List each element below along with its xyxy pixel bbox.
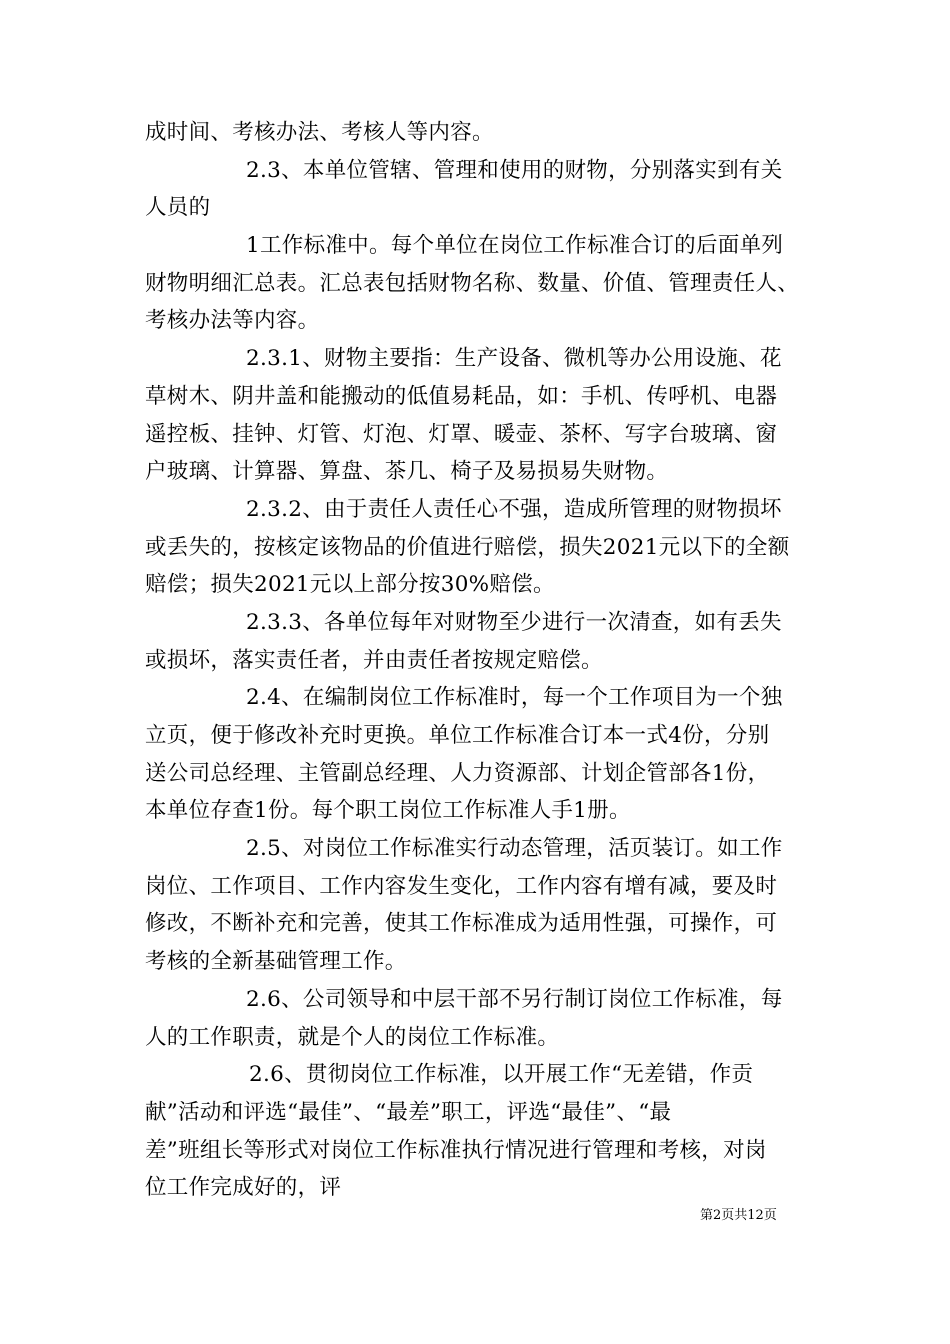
text-line: 修改，不断补充和完善，使其工作标准成为适用性强，可操作，可 bbox=[145, 911, 778, 937]
text-line: 差”班组长等形式对岗位工作标准执行情况进行管理和考核，对岗 bbox=[145, 1137, 767, 1163]
text-line: 岗位、工作项目、工作内容发生变化，工作内容有增有减，要及时 bbox=[145, 873, 778, 899]
text-line: 或损坏，落实责任者，并由责任者按规定赔偿。 bbox=[145, 647, 603, 673]
text-line: 或丢失的，按核定该物品的价值进行赔偿，损失2021元以下的全额 bbox=[145, 534, 790, 560]
text-line: 赔偿；损失2021元以上部分按30%赔偿。 bbox=[145, 572, 555, 598]
text-line: 遥控板、挂钟、灯管、灯泡、灯罩、暖壶、茶杯、写字台玻璃、窗 bbox=[145, 421, 778, 447]
text-line: 献”活动和评选“最佳”、“最差”职工，评选“最佳”、“最 bbox=[145, 1099, 672, 1125]
text-line: 2.5、对岗位工作标准实行动态管理，活页装订。如工作 bbox=[246, 836, 783, 862]
text-line: 2.6、公司领导和中层干部不另行制订岗位工作标准，每 bbox=[246, 986, 783, 1012]
text-line: 2.3、本单位管辖、管理和使用的财物，分别落实到有关 bbox=[246, 157, 783, 183]
text-line: 考核办法等内容。 bbox=[145, 308, 320, 334]
text-line: 人的工作职责，就是个人的岗位工作标准。 bbox=[145, 1024, 560, 1050]
text-line: 草树木、阴井盖和能搬动的低值易耗品，如：手机、传呼机、电器 bbox=[145, 383, 778, 409]
text-line: 2.3.2、由于责任人责任心不强，造成所管理的财物损坏 bbox=[246, 496, 782, 522]
text-line: 立页，便于修改补充时更换。单位工作标准合订本一式4份，分别 bbox=[145, 723, 770, 748]
text-line: 本单位存查1份。每个职工岗位工作标准人手1册。 bbox=[145, 798, 631, 824]
text-line: 人员的 bbox=[145, 195, 211, 221]
body-text bbox=[145, 114, 810, 1207]
text-line: 位工作完成好的，评 bbox=[145, 1175, 342, 1201]
text-line: 送公司总经理、主管副总经理、人力资源部、计划企管部各1份， bbox=[145, 760, 770, 786]
text-line: 2.3.1、财物主要指：生产设备、微机等办公用设施、花 bbox=[246, 346, 782, 372]
text-line: 户玻璃、计算器、算盘、茶几、椅子及易损易失财物。 bbox=[145, 459, 669, 485]
text-line: 考核的全新基础管理工作。 bbox=[145, 949, 407, 975]
text-line: 2.4、在编制岗位工作标准时，每一个工作项目为一个独 bbox=[246, 685, 783, 711]
text-line: 1工作标准中。每个单位在岗位工作标准合订的后面单列 bbox=[246, 233, 784, 259]
text-line: 2.3.3、各单位每年对财物至少进行一次清查，如有丢失 bbox=[246, 609, 782, 635]
text-line: 2.6、贯彻岗位工作标准，以开展工作“无差错，作贡 bbox=[249, 1062, 754, 1088]
text-line: 成时间、考核办法、考核人等内容。 bbox=[145, 120, 494, 145]
page-footer: 第2页共12页 bbox=[700, 1208, 777, 1223]
text-line: 财物明细汇总表。汇总表包括财物名称、数量、价值、管理责任人、 bbox=[145, 270, 800, 296]
